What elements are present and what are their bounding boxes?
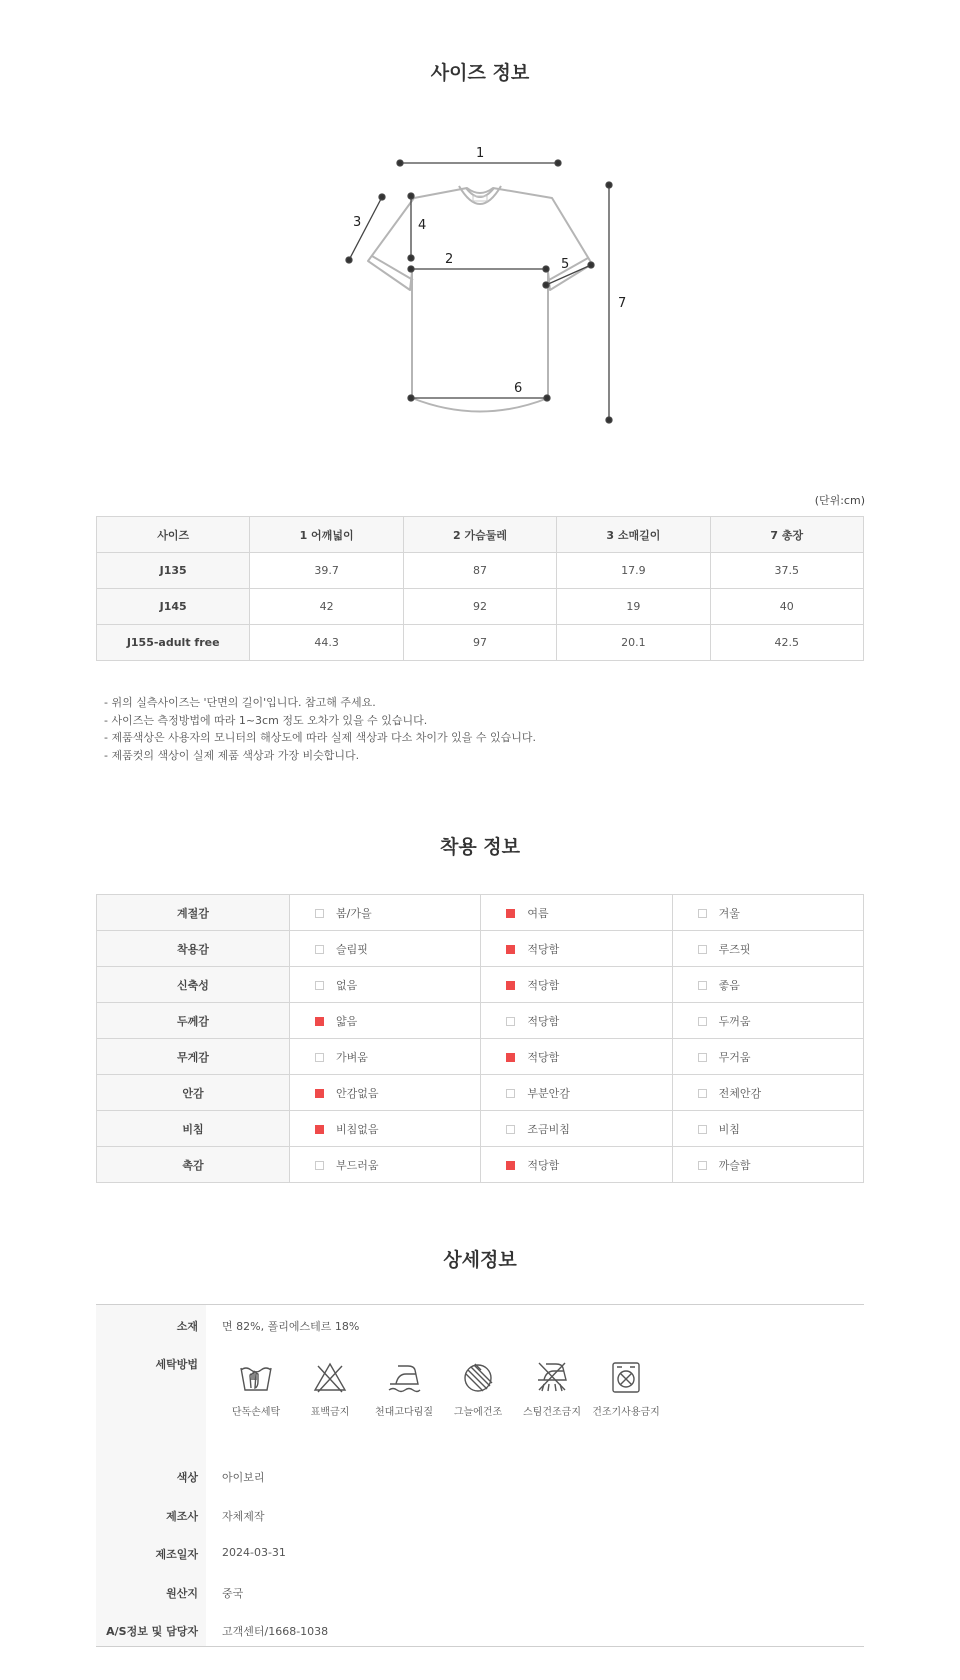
wear-info-table bbox=[96, 894, 864, 1183]
wear-option-label: 겨울 bbox=[718, 906, 740, 920]
care-label: 표백금지 bbox=[310, 1407, 350, 1418]
detail-label: 원산지 bbox=[166, 1587, 198, 1600]
care-item bbox=[438, 1360, 518, 1418]
wear-option-label: 봄/가을 bbox=[336, 906, 372, 920]
size-table bbox=[96, 516, 864, 661]
wear-option bbox=[672, 1111, 863, 1147]
wear-option bbox=[672, 1003, 863, 1039]
size-name: J135 bbox=[97, 553, 250, 589]
wear-option bbox=[481, 1039, 672, 1075]
wear-option-label: 여름 bbox=[527, 906, 549, 920]
hand-wash-icon bbox=[238, 1360, 274, 1394]
detail-label: 제조사 bbox=[166, 1510, 198, 1523]
unchecked-box-icon bbox=[698, 1161, 707, 1170]
detail-info-table bbox=[96, 1304, 864, 1647]
checked-box-icon bbox=[506, 1161, 515, 1170]
size-value: 42 bbox=[250, 589, 403, 625]
detail-value: 아이보리 bbox=[222, 1471, 265, 1484]
iron-cloth-icon bbox=[386, 1360, 422, 1394]
size-name: J145 bbox=[97, 589, 250, 625]
header-chest: 2 가슴둘레 bbox=[403, 517, 556, 553]
unchecked-box-icon bbox=[315, 945, 324, 954]
size-value: 97 bbox=[403, 625, 556, 661]
wear-option bbox=[481, 1003, 672, 1039]
wear-option-label: 루즈핏 bbox=[718, 942, 751, 956]
table-row bbox=[97, 553, 864, 589]
wear-option-label: 비침 bbox=[718, 1122, 740, 1136]
care-item bbox=[290, 1360, 370, 1418]
wear-option-label: 적당함 bbox=[527, 1158, 560, 1172]
wear-row bbox=[97, 967, 864, 1003]
wear-option-label: 가벼움 bbox=[336, 1050, 368, 1064]
label-1: 1 bbox=[476, 146, 485, 161]
care-label: 천대고다림질 bbox=[375, 1407, 433, 1418]
size-value: 37.5 bbox=[710, 553, 863, 589]
detail-value: 중국 bbox=[222, 1587, 244, 1600]
label-4: 4 bbox=[418, 218, 427, 233]
wear-option bbox=[481, 895, 672, 931]
size-info-title: 사이즈 정보 bbox=[430, 62, 530, 84]
header-length: 7 총장 bbox=[710, 517, 863, 553]
table-row bbox=[97, 625, 864, 661]
wear-option-label: 얇음 bbox=[336, 1014, 358, 1028]
material-label: 소재 bbox=[176, 1320, 198, 1333]
wear-option-label: 안감없음 bbox=[336, 1086, 379, 1100]
wear-option-label: 적당함 bbox=[527, 1050, 560, 1064]
size-value: 20.1 bbox=[557, 625, 710, 661]
wear-option-label: 까슬함 bbox=[718, 1158, 751, 1172]
wear-option bbox=[481, 967, 672, 1003]
wear-row-label: 비침 bbox=[97, 1111, 290, 1147]
wear-option bbox=[290, 895, 481, 931]
note-item: - 제품컷의 색상이 실제 제품 색상과 가장 비슷합니다. bbox=[104, 748, 360, 762]
header-size: 사이즈 bbox=[97, 517, 250, 553]
wear-option bbox=[290, 1039, 481, 1075]
wear-option-label: 적당함 bbox=[527, 978, 560, 992]
wear-option-label: 적당함 bbox=[527, 942, 560, 956]
no-tumble-dry-icon bbox=[608, 1360, 644, 1394]
unchecked-box-icon bbox=[698, 1053, 707, 1062]
wear-row-label: 무게감 bbox=[97, 1039, 290, 1075]
wear-option-label: 좋음 bbox=[718, 978, 740, 992]
unchecked-box-icon bbox=[698, 981, 707, 990]
note-item: - 제품색상은 사용자의 모니터의 해상도에 따라 실제 색상과 다소 차이가 있을 수 있습니다. bbox=[104, 731, 536, 744]
wear-option-label: 없음 bbox=[336, 978, 358, 992]
wear-row-label: 신축성 bbox=[97, 967, 290, 1003]
detail-label: 색상 bbox=[176, 1471, 198, 1484]
checked-box-icon bbox=[315, 1017, 324, 1026]
size-name: J155-adult free bbox=[97, 625, 250, 661]
header-sleeve: 3 소매길이 bbox=[557, 517, 710, 553]
no-bleach-icon bbox=[312, 1360, 348, 1394]
size-table-header bbox=[97, 517, 864, 553]
wear-option-label: 비침없음 bbox=[336, 1122, 379, 1136]
shade-dry-icon bbox=[460, 1360, 496, 1394]
no-steam-icon bbox=[534, 1360, 570, 1394]
wear-option-label: 슬림핏 bbox=[336, 942, 368, 956]
label-2: 2 bbox=[445, 252, 454, 267]
checked-box-icon bbox=[506, 909, 515, 918]
wear-option bbox=[290, 1111, 481, 1147]
wear-option-label: 부분안감 bbox=[527, 1086, 570, 1100]
unchecked-box-icon bbox=[506, 1089, 515, 1098]
wear-row bbox=[97, 931, 864, 967]
checked-box-icon bbox=[506, 945, 515, 954]
size-value: 39.7 bbox=[250, 553, 403, 589]
label-7: 7 bbox=[618, 296, 627, 311]
label-6: 6 bbox=[514, 381, 523, 396]
wear-option-label: 조금비침 bbox=[527, 1122, 570, 1136]
wear-option-label: 적당함 bbox=[527, 1014, 560, 1028]
checked-box-icon bbox=[506, 1053, 515, 1062]
label-5: 5 bbox=[561, 257, 570, 272]
unchecked-box-icon bbox=[698, 1089, 707, 1098]
wear-option bbox=[672, 1039, 863, 1075]
wear-row bbox=[97, 1111, 864, 1147]
unit-label: (단위:cm) bbox=[814, 494, 865, 507]
unchecked-box-icon bbox=[315, 981, 324, 990]
wear-row-label: 계절감 bbox=[97, 895, 290, 931]
checked-box-icon bbox=[315, 1089, 324, 1098]
note-item: - 사이즈는 측정방법에 따라 1~3cm 정도 오차가 있을 수 있습니다. bbox=[104, 713, 428, 727]
detail-label: A/S정보 및 담당자 bbox=[106, 1625, 198, 1638]
size-value: 17.9 bbox=[557, 553, 710, 589]
size-value: 42.5 bbox=[710, 625, 863, 661]
unchecked-box-icon bbox=[506, 1125, 515, 1134]
size-notes bbox=[104, 694, 536, 764]
wear-option-label: 부드러움 bbox=[336, 1158, 379, 1172]
header-shoulder: 1 어깨넓이 bbox=[250, 517, 403, 553]
size-value: 87 bbox=[403, 553, 556, 589]
wear-option bbox=[290, 931, 481, 967]
checked-box-icon bbox=[315, 1125, 324, 1134]
unchecked-box-icon bbox=[315, 1161, 324, 1170]
unchecked-box-icon bbox=[698, 1125, 707, 1134]
note-item: - 위의 실측사이즈는 '단면의 길이'입니다. 참고해 주세요. bbox=[104, 696, 376, 709]
tshirt-size-diagram bbox=[0, 0, 960, 460]
wear-option bbox=[290, 967, 481, 1003]
detail-label: 제조일자 bbox=[155, 1548, 198, 1561]
wear-row bbox=[97, 895, 864, 931]
table-row bbox=[97, 589, 864, 625]
care-item bbox=[586, 1360, 666, 1418]
care-label: 스팀건조금지 bbox=[523, 1407, 581, 1418]
size-value: 44.3 bbox=[250, 625, 403, 661]
care-label: 그늘에건조 bbox=[453, 1407, 503, 1418]
wear-row-label: 촉감 bbox=[97, 1147, 290, 1183]
size-value: 40 bbox=[710, 589, 863, 625]
unchecked-box-icon bbox=[698, 945, 707, 954]
detail-value: 2024-03-31 bbox=[222, 1546, 286, 1559]
wear-row-label: 두께감 bbox=[97, 1003, 290, 1039]
wear-option bbox=[290, 1147, 481, 1183]
wear-row bbox=[97, 1147, 864, 1183]
wear-option bbox=[481, 1147, 672, 1183]
wear-row-label: 착용감 bbox=[97, 931, 290, 967]
wear-option bbox=[672, 967, 863, 1003]
tshirt-outline bbox=[368, 186, 592, 412]
wear-row-label: 안감 bbox=[97, 1075, 290, 1111]
wear-row bbox=[97, 1003, 864, 1039]
wash-label: 세탁방법 bbox=[155, 1358, 198, 1371]
material-value: 면 82%, 폴리에스테르 18% bbox=[222, 1320, 360, 1333]
size-value: 92 bbox=[403, 589, 556, 625]
wear-option bbox=[672, 931, 863, 967]
checked-box-icon bbox=[506, 981, 515, 990]
unchecked-box-icon bbox=[698, 1017, 707, 1026]
wear-option bbox=[481, 1075, 672, 1111]
detail-value: 고객센터/1668-1038 bbox=[222, 1625, 329, 1638]
wear-option bbox=[672, 895, 863, 931]
unchecked-box-icon bbox=[315, 909, 324, 918]
unchecked-box-icon bbox=[315, 1053, 324, 1062]
wear-option bbox=[481, 1111, 672, 1147]
wear-row bbox=[97, 1039, 864, 1075]
detail-value: 자체제작 bbox=[222, 1510, 265, 1523]
wear-option bbox=[290, 1075, 481, 1111]
wear-option bbox=[672, 1075, 863, 1111]
care-item bbox=[512, 1360, 592, 1418]
care-item bbox=[216, 1360, 296, 1418]
wear-option bbox=[290, 1003, 481, 1039]
care-label: 단독손세탁 bbox=[231, 1407, 281, 1418]
wear-info-title: 착용 정보 bbox=[439, 836, 521, 858]
wear-option-label: 두꺼움 bbox=[718, 1014, 751, 1028]
wear-option-label: 전체안감 bbox=[718, 1086, 762, 1100]
wear-row bbox=[97, 1075, 864, 1111]
wear-option-label: 무거움 bbox=[718, 1050, 751, 1064]
wear-option bbox=[672, 1147, 863, 1183]
unchecked-box-icon bbox=[506, 1017, 515, 1026]
label-3: 3 bbox=[353, 215, 362, 230]
care-label: 건조기사용금지 bbox=[592, 1407, 660, 1418]
detail-info-title: 상세정보 bbox=[443, 1249, 517, 1271]
wear-option bbox=[481, 931, 672, 967]
care-item bbox=[364, 1360, 444, 1418]
size-value: 19 bbox=[557, 589, 710, 625]
unchecked-box-icon bbox=[698, 909, 707, 918]
